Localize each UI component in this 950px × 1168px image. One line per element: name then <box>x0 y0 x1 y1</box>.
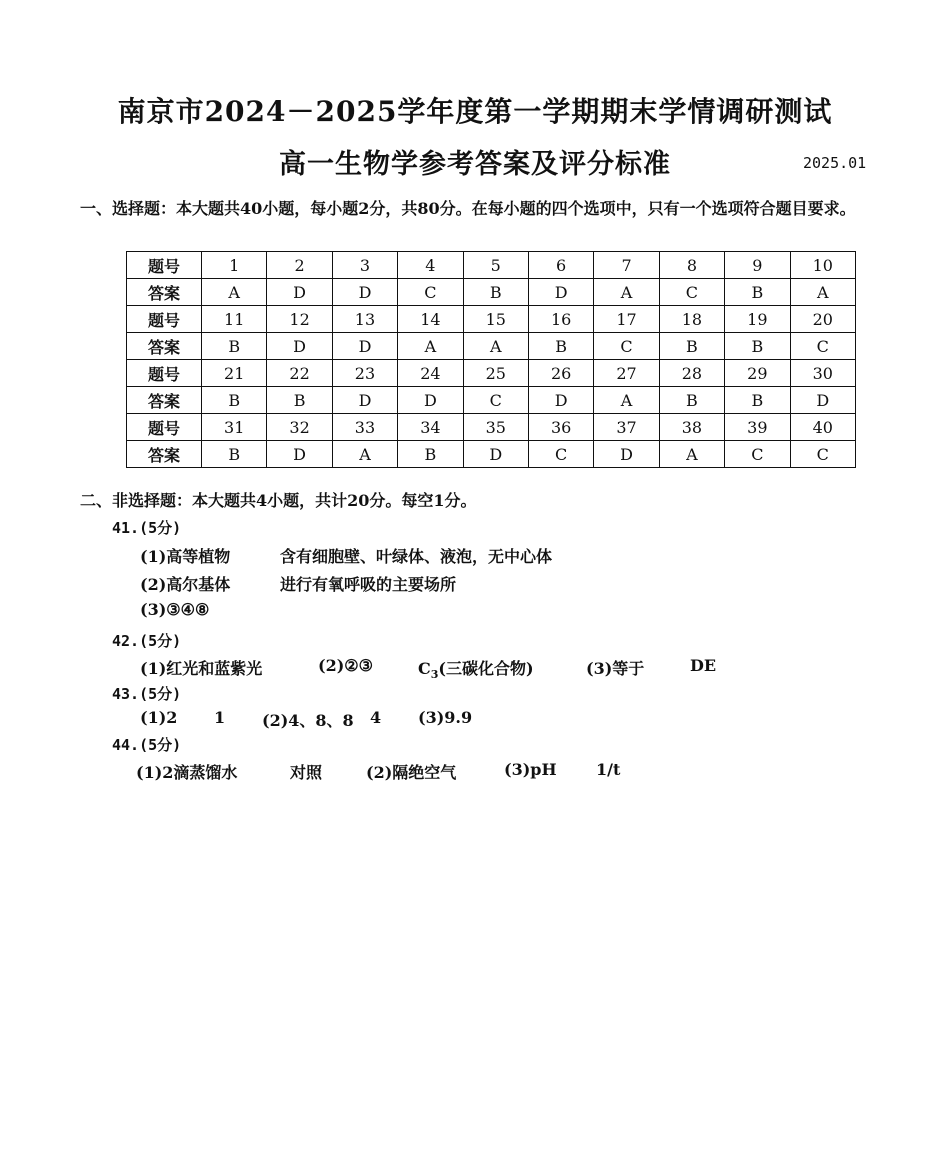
answer-cell: A <box>398 333 463 360</box>
section1-heading: 一、选择题：本大题共40小题，每小题2分，共80分。在每小题的四个选项中，只有一个选项符合题目要求。 <box>80 199 856 218</box>
question-number-cell: 35 <box>463 414 528 441</box>
q42-c-sub: 3 <box>430 668 439 682</box>
question-number-cell: 14 <box>398 306 463 333</box>
answer-cell: A <box>594 387 659 414</box>
question-number-cell: 17 <box>594 306 659 333</box>
title-line2: 高一生物学参考答案及评分标准 <box>279 149 671 180</box>
q42-b: (2)②③ <box>318 656 373 675</box>
answer-cell: A <box>202 279 267 306</box>
question-number-row-label: 题号 <box>127 360 202 387</box>
question-number-cell: 1 <box>202 252 267 279</box>
answer-row <box>127 441 856 468</box>
question-number-row <box>127 306 856 333</box>
question-number-cell: 15 <box>463 306 528 333</box>
answer-cell: A <box>594 279 659 306</box>
q42-header: 42.(5分) <box>112 632 182 650</box>
answer-cell: B <box>725 333 790 360</box>
answer-cell: A <box>463 333 528 360</box>
answer-cell: A <box>790 279 855 306</box>
answer-cell: D <box>594 441 659 468</box>
question-number-cell: 16 <box>528 306 593 333</box>
answer-cell: B <box>202 333 267 360</box>
q41-p2-answer: 进行有氧呼吸的主要场所 <box>280 575 457 594</box>
answer-cell: D <box>463 441 528 468</box>
q44-d: (3)pH <box>504 760 557 779</box>
question-number-cell: 30 <box>790 360 855 387</box>
question-number-cell: 2 <box>267 252 332 279</box>
answer-row <box>127 279 856 306</box>
answer-row <box>127 333 856 360</box>
answer-cell: C <box>463 387 528 414</box>
q41-p1-label: (1)高等植物 <box>140 547 231 566</box>
answer-cell: D <box>332 279 397 306</box>
question-number-cell: 21 <box>202 360 267 387</box>
title-line1: 南京市2024－2025学年度第一学期期末学情调研测试 <box>117 95 833 128</box>
question-number-row <box>127 252 856 279</box>
q44-e: 1/t <box>596 760 621 779</box>
answer-row-label: 答案 <box>127 279 202 306</box>
answer-cell: A <box>332 441 397 468</box>
answer-cell: D <box>528 279 593 306</box>
answer-cell: B <box>202 441 267 468</box>
answer-row-label: 答案 <box>127 333 202 360</box>
answer-cell: D <box>790 387 855 414</box>
question-number-cell: 23 <box>332 360 397 387</box>
question-number-cell: 20 <box>790 306 855 333</box>
q42-a: (1)红光和蓝紫光 <box>140 659 263 678</box>
question-number-row <box>127 414 856 441</box>
question-number-cell: 39 <box>725 414 790 441</box>
q41-p1-answer: 含有细胞壁、叶绿体、液泡，无中心体 <box>280 547 553 566</box>
question-number-cell: 37 <box>594 414 659 441</box>
q43-e: (3)9.9 <box>418 708 473 727</box>
question-number-cell: 26 <box>528 360 593 387</box>
answer-cell: C <box>594 333 659 360</box>
question-number-cell: 10 <box>790 252 855 279</box>
question-number-cell: 34 <box>398 414 463 441</box>
question-number-cell: 12 <box>267 306 332 333</box>
answer-cell: B <box>463 279 528 306</box>
q43-d: 4 <box>370 708 382 727</box>
answer-row <box>127 387 856 414</box>
answer-cell: B <box>267 387 332 414</box>
answer-cell: C <box>659 279 724 306</box>
q44-header: 44.(5分) <box>112 736 182 754</box>
answer-cell: C <box>528 441 593 468</box>
answer-cell: B <box>398 441 463 468</box>
answer-cell: C <box>398 279 463 306</box>
answer-row-label: 答案 <box>127 387 202 414</box>
answer-cell: D <box>398 387 463 414</box>
question-number-row-label: 题号 <box>127 306 202 333</box>
question-number-cell: 31 <box>202 414 267 441</box>
answer-cell: D <box>528 387 593 414</box>
q42-c <box>418 656 534 681</box>
answer-cell: B <box>659 333 724 360</box>
question-number-cell: 36 <box>528 414 593 441</box>
q41-p3: (3)③④⑧ <box>140 600 210 619</box>
q44-b: 对照 <box>290 763 323 782</box>
q43-a: (1)2 <box>140 708 178 727</box>
answer-cell: C <box>790 333 855 360</box>
answer-cell: D <box>267 441 332 468</box>
answer-cell: B <box>202 387 267 414</box>
q42-c-suffix: (三碳化合物) <box>438 659 534 678</box>
answer-cell: D <box>267 333 332 360</box>
question-number-cell: 9 <box>725 252 790 279</box>
q44-a: (1)2滴蒸馏水 <box>136 763 238 782</box>
q41-header: 41.(5分) <box>112 519 182 537</box>
answer-cell: B <box>659 387 724 414</box>
question-number-cell: 13 <box>332 306 397 333</box>
answer-cell: B <box>725 387 790 414</box>
question-number-cell: 25 <box>463 360 528 387</box>
q42-c-prefix: C <box>418 659 431 678</box>
question-number-row-label: 题号 <box>127 252 202 279</box>
question-number-cell: 8 <box>659 252 724 279</box>
answer-cell: D <box>332 387 397 414</box>
question-number-cell: 40 <box>790 414 855 441</box>
q43-c: (2)4、8、8 <box>262 711 354 730</box>
q42-d: (3)等于 <box>586 659 645 678</box>
question-number-cell: 6 <box>528 252 593 279</box>
q43-header: 43.(5分) <box>112 685 182 703</box>
question-number-cell: 28 <box>659 360 724 387</box>
answer-table <box>126 251 856 468</box>
question-number-cell: 3 <box>332 252 397 279</box>
q41-p2-label: (2)高尔基体 <box>140 575 231 594</box>
question-number-row <box>127 360 856 387</box>
question-number-cell: 33 <box>332 414 397 441</box>
q43-b: 1 <box>214 708 226 727</box>
question-number-row-label: 题号 <box>127 414 202 441</box>
answer-row-label: 答案 <box>127 441 202 468</box>
question-number-cell: 5 <box>463 252 528 279</box>
question-number-cell: 18 <box>659 306 724 333</box>
answer-cell: B <box>528 333 593 360</box>
question-number-cell: 7 <box>594 252 659 279</box>
question-number-cell: 38 <box>659 414 724 441</box>
question-number-cell: 22 <box>267 360 332 387</box>
question-number-cell: 29 <box>725 360 790 387</box>
question-number-cell: 27 <box>594 360 659 387</box>
question-number-cell: 32 <box>267 414 332 441</box>
question-number-cell: 11 <box>202 306 267 333</box>
question-number-cell: 19 <box>725 306 790 333</box>
answer-cell: C <box>790 441 855 468</box>
section2-heading: 二、非选择题：本大题共4小题，共计20分。每空1分。 <box>80 491 477 510</box>
answer-cell: D <box>332 333 397 360</box>
answer-cell: C <box>725 441 790 468</box>
q44-c: (2)隔绝空气 <box>366 763 457 782</box>
question-number-cell: 4 <box>398 252 463 279</box>
answer-cell: D <box>267 279 332 306</box>
q42-e: DE <box>690 656 717 675</box>
date-label: 2025.01 <box>803 154 867 172</box>
answer-cell: A <box>659 441 724 468</box>
answer-cell: B <box>725 279 790 306</box>
question-number-cell: 24 <box>398 360 463 387</box>
